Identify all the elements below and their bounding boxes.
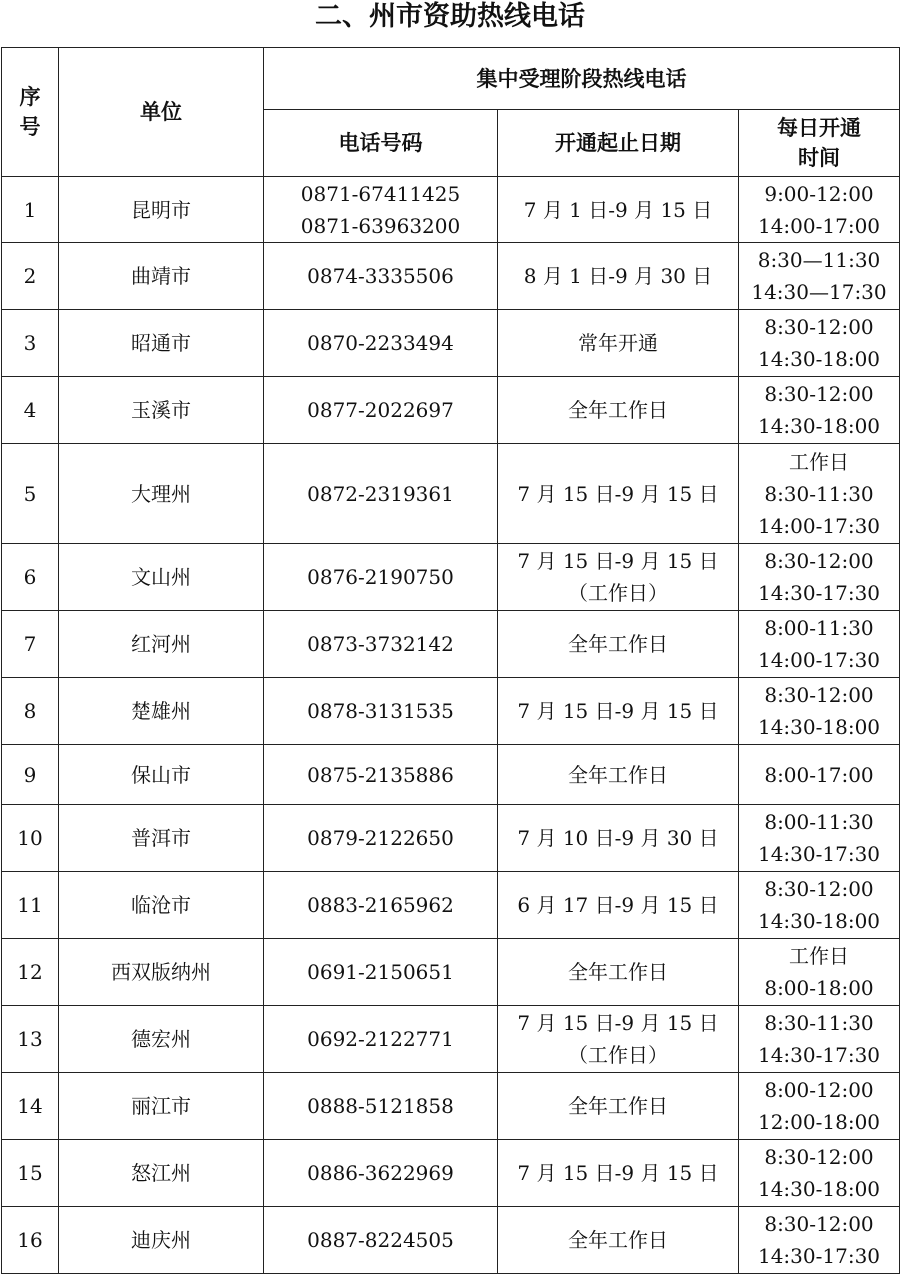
phone-cell-line: 0888-5121858 — [307, 1094, 454, 1118]
unit-cell: 普洱市 — [59, 805, 264, 872]
dates-cell-line: 全年工作日 — [568, 1094, 668, 1118]
hours-cell — [739, 611, 900, 678]
hours-cell-line: 工作日 — [789, 944, 849, 968]
unit-cell: 大理州 — [59, 444, 264, 544]
table-body — [2, 177, 900, 1274]
dates-cell-line: 7 月 15 日-9 月 15 日 — [517, 481, 719, 506]
phone-cell-line: 0877-2022697 — [307, 398, 454, 422]
dates-cell-line: 全年工作日 — [568, 632, 668, 656]
unit-cell: 保山市 — [59, 745, 264, 805]
dates-cell — [498, 1006, 739, 1073]
hours-cell-line: 8:30-12:00 — [764, 1212, 874, 1236]
unit-cell: 曲靖市 — [59, 243, 264, 310]
phone-cell-line: 0872-2319361 — [307, 481, 454, 506]
hours-cell-line: 14:30-17:30 — [757, 1043, 881, 1067]
hours-cell-line: 8:30-12:00 — [764, 315, 874, 339]
phone-cell-line: 0879-2122650 — [307, 826, 454, 850]
hours-cell-line: 14:00-17:30 — [757, 648, 881, 672]
hours-cell — [739, 872, 900, 939]
header-phone: 电话号码 — [264, 110, 498, 177]
table-row — [2, 939, 900, 1006]
hours-cell-line: 14:30-17:30 — [757, 1244, 881, 1268]
unit-cell: 怒江州 — [59, 1140, 264, 1207]
table-row — [2, 745, 900, 805]
dates-cell — [498, 872, 739, 939]
dates-cell — [498, 1207, 739, 1274]
header-group: 集中受理阶段热线电话 — [264, 48, 900, 110]
hours-cell — [739, 1140, 900, 1207]
hours-cell-line: 14:30-18:00 — [757, 909, 881, 933]
seq-cell: 5 — [2, 444, 59, 544]
seq-cell: 6 — [2, 544, 59, 611]
seq-cell: 16 — [2, 1207, 59, 1274]
hours-cell — [739, 745, 900, 805]
phone-cell — [264, 177, 498, 243]
phone-cell — [264, 1073, 498, 1140]
seq-cell: 7 — [2, 611, 59, 678]
hours-cell — [739, 1006, 900, 1073]
phone-cell-line: 0870-2233494 — [307, 331, 454, 355]
phone-cell — [264, 678, 498, 745]
unit-cell: 西双版纳州 — [59, 939, 264, 1006]
dates-cell-line: 6 月 17 日-9 月 15 日 — [517, 893, 719, 917]
dates-cell-line: 7 月 15 日-9 月 15 日 — [517, 1011, 719, 1035]
hours-cell-line: 8:30-12:00 — [764, 877, 874, 901]
hours-cell-line: 8:00-11:30 — [764, 810, 874, 834]
unit-cell: 红河州 — [59, 611, 264, 678]
table-row — [2, 1073, 900, 1140]
hours-cell-line: 14:30-18:00 — [757, 1177, 881, 1201]
dates-cell-line: 7 月 15 日-9 月 15 日 — [517, 1161, 719, 1185]
phone-cell-line: 0871-63963200 — [300, 213, 461, 238]
header-seq-line: 序 — [19, 85, 41, 109]
table-row — [2, 1207, 900, 1274]
dates-cell — [498, 678, 739, 745]
dates-cell-line: （工作日） — [568, 581, 668, 605]
hours-cell — [739, 1073, 900, 1140]
dates-cell-line: 7 月 15 日-9 月 15 日 — [517, 549, 719, 573]
hours-cell-line: 工作日 — [789, 449, 849, 474]
hours-cell-line: 8:00-11:30 — [764, 616, 874, 640]
hours-cell-line: 8:30-12:00 — [764, 1145, 874, 1169]
hours-cell-line: 8:30-12:00 — [764, 382, 874, 406]
table-row — [2, 678, 900, 745]
hours-cell-line: 8:30-12:00 — [764, 683, 874, 707]
phone-cell — [264, 872, 498, 939]
phone-cell — [264, 805, 498, 872]
dates-cell-line: 全年工作日 — [568, 960, 668, 984]
dates-cell-line: 7 月 1 日-9 月 15 日 — [523, 197, 713, 222]
unit-cell: 德宏州 — [59, 1006, 264, 1073]
seq-cell: 13 — [2, 1006, 59, 1073]
hours-cell — [739, 805, 900, 872]
hours-cell-line: 9:00-12:00 — [764, 181, 874, 206]
header-seq — [2, 48, 59, 177]
dates-cell — [498, 310, 739, 377]
seq-cell: 12 — [2, 939, 59, 1006]
unit-cell: 迪庆州 — [59, 1207, 264, 1274]
hours-cell — [739, 310, 900, 377]
seq-cell: 1 — [2, 177, 59, 243]
seq-cell: 10 — [2, 805, 59, 872]
table-row — [2, 243, 900, 310]
phone-cell-line: 0878-3131535 — [307, 699, 454, 723]
unit-cell: 昆明市 — [59, 177, 264, 243]
dates-cell-line: （工作日） — [568, 1043, 668, 1067]
dates-cell — [498, 177, 739, 243]
phone-cell-line: 0886-3622969 — [307, 1161, 454, 1185]
hours-cell — [739, 377, 900, 444]
seq-cell: 4 — [2, 377, 59, 444]
hours-cell-line: 14:30-18:00 — [757, 414, 881, 438]
dates-cell-line: 全年工作日 — [568, 762, 668, 787]
hours-cell-line: 14:30—17:30 — [751, 280, 887, 304]
table-row — [2, 444, 900, 544]
hours-cell-line: 8:00-12:00 — [764, 1078, 874, 1102]
hours-cell-line: 8:30—11:30 — [757, 248, 881, 272]
table-row — [2, 805, 900, 872]
unit-cell: 昭通市 — [59, 310, 264, 377]
phone-cell — [264, 310, 498, 377]
phone-cell — [264, 745, 498, 805]
seq-cell: 8 — [2, 678, 59, 745]
phone-cell — [264, 1207, 498, 1274]
seq-cell: 9 — [2, 745, 59, 805]
hours-cell-line: 14:30-18:00 — [757, 715, 881, 739]
seq-cell: 11 — [2, 872, 59, 939]
table-row — [2, 177, 900, 243]
phone-cell — [264, 1006, 498, 1073]
dates-cell — [498, 444, 739, 544]
unit-cell: 丽江市 — [59, 1073, 264, 1140]
dates-cell — [498, 1140, 739, 1207]
header-hours-line: 每日开通 — [777, 116, 861, 140]
hours-cell-line: 8:30-11:30 — [764, 1011, 874, 1035]
dates-cell-line: 常年开通 — [578, 331, 658, 355]
table-row — [2, 377, 900, 444]
hours-cell-line: 12:00-18:00 — [757, 1110, 881, 1134]
hours-cell-line: 14:00-17:30 — [757, 513, 881, 538]
phone-cell-line: 0691-2150651 — [307, 960, 454, 984]
hours-cell — [739, 243, 900, 310]
dates-cell — [498, 745, 739, 805]
unit-cell: 玉溪市 — [59, 377, 264, 444]
dates-cell — [498, 544, 739, 611]
phone-cell-line: 0871-67411425 — [300, 181, 461, 206]
table-row — [2, 310, 900, 377]
dates-cell — [498, 243, 739, 310]
dates-cell-line: 全年工作日 — [568, 1228, 668, 1252]
table-row — [2, 544, 900, 611]
header-dates: 开通起止日期 — [498, 110, 739, 177]
phone-cell — [264, 377, 498, 444]
seq-cell: 15 — [2, 1140, 59, 1207]
hours-cell-line: 8:00-17:00 — [764, 762, 874, 787]
dates-cell — [498, 377, 739, 444]
phone-cell-line: 0692-2122771 — [307, 1027, 454, 1051]
phone-cell — [264, 939, 498, 1006]
dates-cell-line: 7 月 10 日-9 月 30 日 — [517, 826, 719, 850]
dates-cell — [498, 939, 739, 1006]
hours-cell — [739, 1207, 900, 1274]
hours-cell-line: 14:30-18:00 — [757, 347, 881, 371]
dates-cell-line: 7 月 15 日-9 月 15 日 — [517, 699, 719, 723]
phone-cell — [264, 611, 498, 678]
unit-cell: 临沧市 — [59, 872, 264, 939]
hours-cell — [739, 544, 900, 611]
hours-cell-line: 8:30-11:30 — [764, 481, 874, 506]
hours-cell-line: 14:30-17:30 — [757, 842, 881, 866]
unit-cell: 文山州 — [59, 544, 264, 611]
dates-cell — [498, 611, 739, 678]
header-hours-line: 时间 — [798, 146, 840, 170]
hours-cell-line: 14:00-17:00 — [757, 213, 881, 238]
header-unit: 单位 — [59, 48, 264, 177]
table-row — [2, 611, 900, 678]
hotline-table — [1, 47, 900, 1274]
hours-cell-line: 14:30-17:30 — [757, 581, 881, 605]
table-row — [2, 1006, 900, 1073]
hours-cell — [739, 444, 900, 544]
phone-cell-line: 0875-2135886 — [307, 762, 454, 787]
hours-cell — [739, 177, 900, 243]
phone-cell-line: 0874-3335506 — [307, 264, 454, 288]
seq-cell: 14 — [2, 1073, 59, 1140]
hours-cell — [739, 939, 900, 1006]
seq-cell: 3 — [2, 310, 59, 377]
dates-cell — [498, 1073, 739, 1140]
seq-cell: 2 — [2, 243, 59, 310]
phone-cell — [264, 444, 498, 544]
phone-cell — [264, 243, 498, 310]
table-row — [2, 1140, 900, 1207]
phone-cell-line: 0873-3732142 — [307, 632, 454, 656]
phone-cell — [264, 1140, 498, 1207]
header-hours — [739, 110, 900, 177]
page-title: 二、州市资助热线电话 — [315, 1, 585, 32]
hours-cell-line: 8:00-18:00 — [764, 976, 874, 1000]
phone-cell-line: 0876-2190750 — [307, 565, 454, 589]
dates-cell — [498, 805, 739, 872]
phone-cell-line: 0887-8224505 — [307, 1228, 454, 1252]
unit-cell: 楚雄州 — [59, 678, 264, 745]
phone-cell — [264, 544, 498, 611]
header-seq-line: 号 — [19, 115, 41, 139]
phone-cell-line: 0883-2165962 — [307, 893, 454, 917]
dates-cell-line: 8 月 1 日-9 月 30 日 — [523, 264, 713, 288]
hours-cell-line: 8:30-12:00 — [764, 549, 874, 573]
dates-cell-line: 全年工作日 — [568, 398, 668, 422]
table-row — [2, 872, 900, 939]
hours-cell — [739, 678, 900, 745]
